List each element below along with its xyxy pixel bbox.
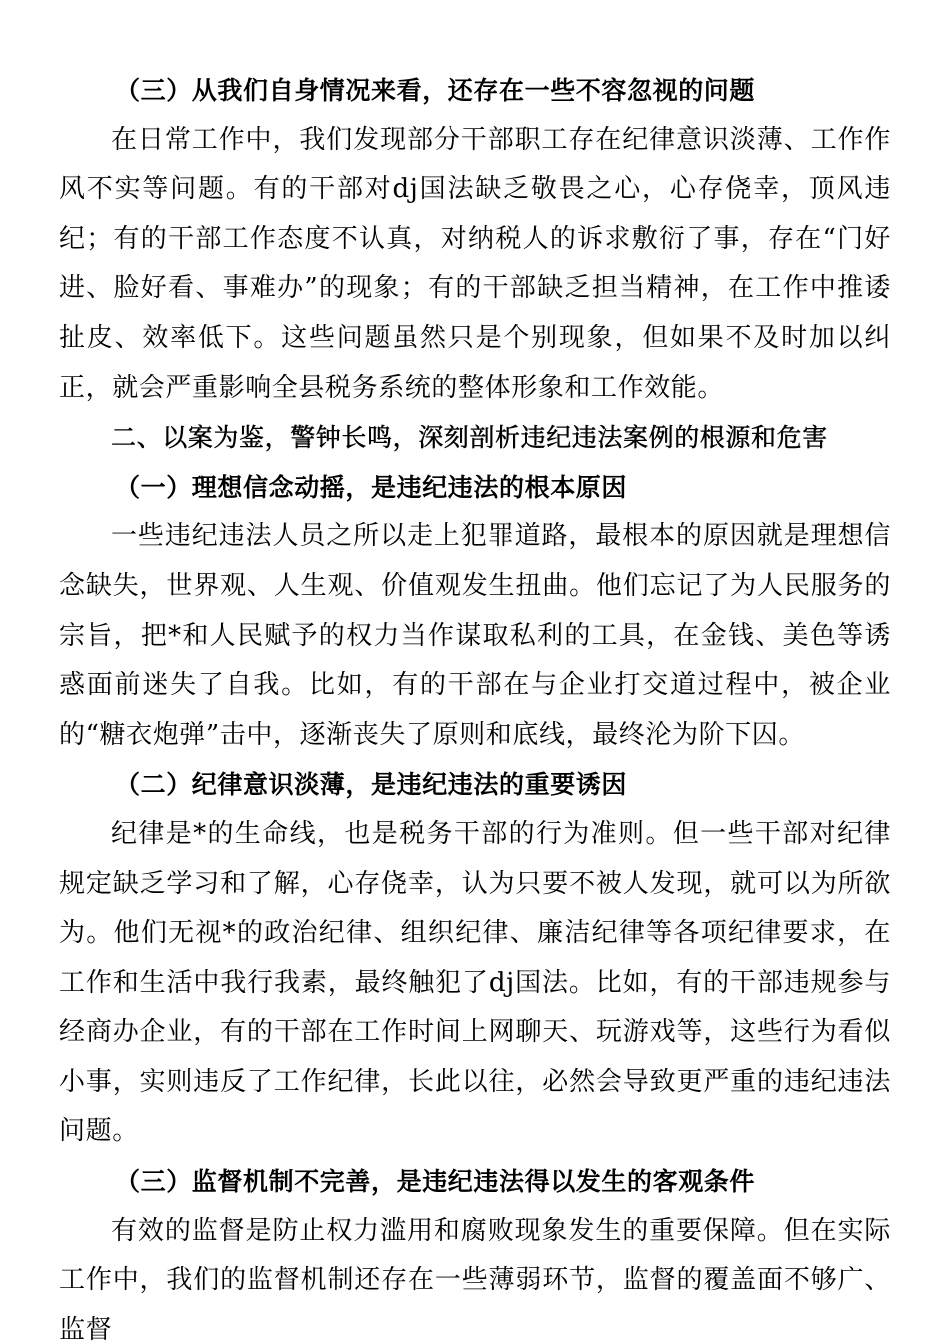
section-subheading: （三）监督机制不完善，是违纪违法得以发生的客观条件	[115, 1167, 756, 1197]
document-body	[59, 66, 891, 1344]
body-paragraph: 在日常工作中，我们发现部分干部职工存在纪律意识淡薄、工作作风不实等问题。有的干部对dj国法缺乏敬畏之心，心存侥幸，顶风违纪；有的干部工作态度不认真，对纳税人的诉求敷衍了事，存在“门好进、脸好看、事难办”的现象；有的干部缺乏担当精神，在工作中推诿扯皮、效率低下。这些问题虽然只是个别现象，但如果不及时加以纠正，就会严重影响全县税务系统的整体形象和工作效能。	[59, 124, 891, 403]
body-paragraph: 一些违纪违法人员之所以走上犯罪道路，最根本的原因就是理想信念缺失，世界观、人生观、价值观发生扭曲。他们忘记了为人民服务的宗旨，把*和人民赋予的权力当作谋取私利的工具，在金钱、美色等诱惑面前迷失了自我。比如，有的干部在与企业打交道过程中，被企业的“糖衣炮弹”击中，逐渐丧失了原则和底线，最终沦为阶下囚。	[59, 521, 891, 750]
section-subheading: （二）纪律意识淡薄，是违纪违法的重要诱因	[115, 770, 628, 800]
section-subheading: （三）从我们自身情况来看，还存在一些不容忽视的问题	[115, 76, 756, 105]
section-heading: 二、以案为鉴，警钟长鸣，深刻剖析违纪违法案例的根源和危害	[111, 423, 828, 453]
body-paragraph: 有效的监督是防止权力滥用和腐败现象发生的重要保障。但在实际工作中，我们的监督机制还存在一些薄弱环节，监督的覆盖面不够广、监督	[59, 1215, 891, 1344]
section-subheading: （一）理想信念动摇，是违纪违法的根本原因	[115, 472, 628, 502]
body-paragraph: 纪律是*的生命线，也是税务干部的行为准则。但一些干部对纪律规定缺乏学习和了解，心存侥幸，认为只要不被人发现，就可以为所欲为。他们无视*的政治纪律、组织纪律、廉洁纪律等各项纪律要求，在工作和生活中我行我素，最终触犯了dj国法。比如，有的干部违规参与经商办企业，有的干部在工作时间上网聊天、玩游戏等，这些行为看似小事，实则违反了工作纪律，长此以往，必然会导致更严重的违纪违法问题。	[59, 818, 891, 1147]
